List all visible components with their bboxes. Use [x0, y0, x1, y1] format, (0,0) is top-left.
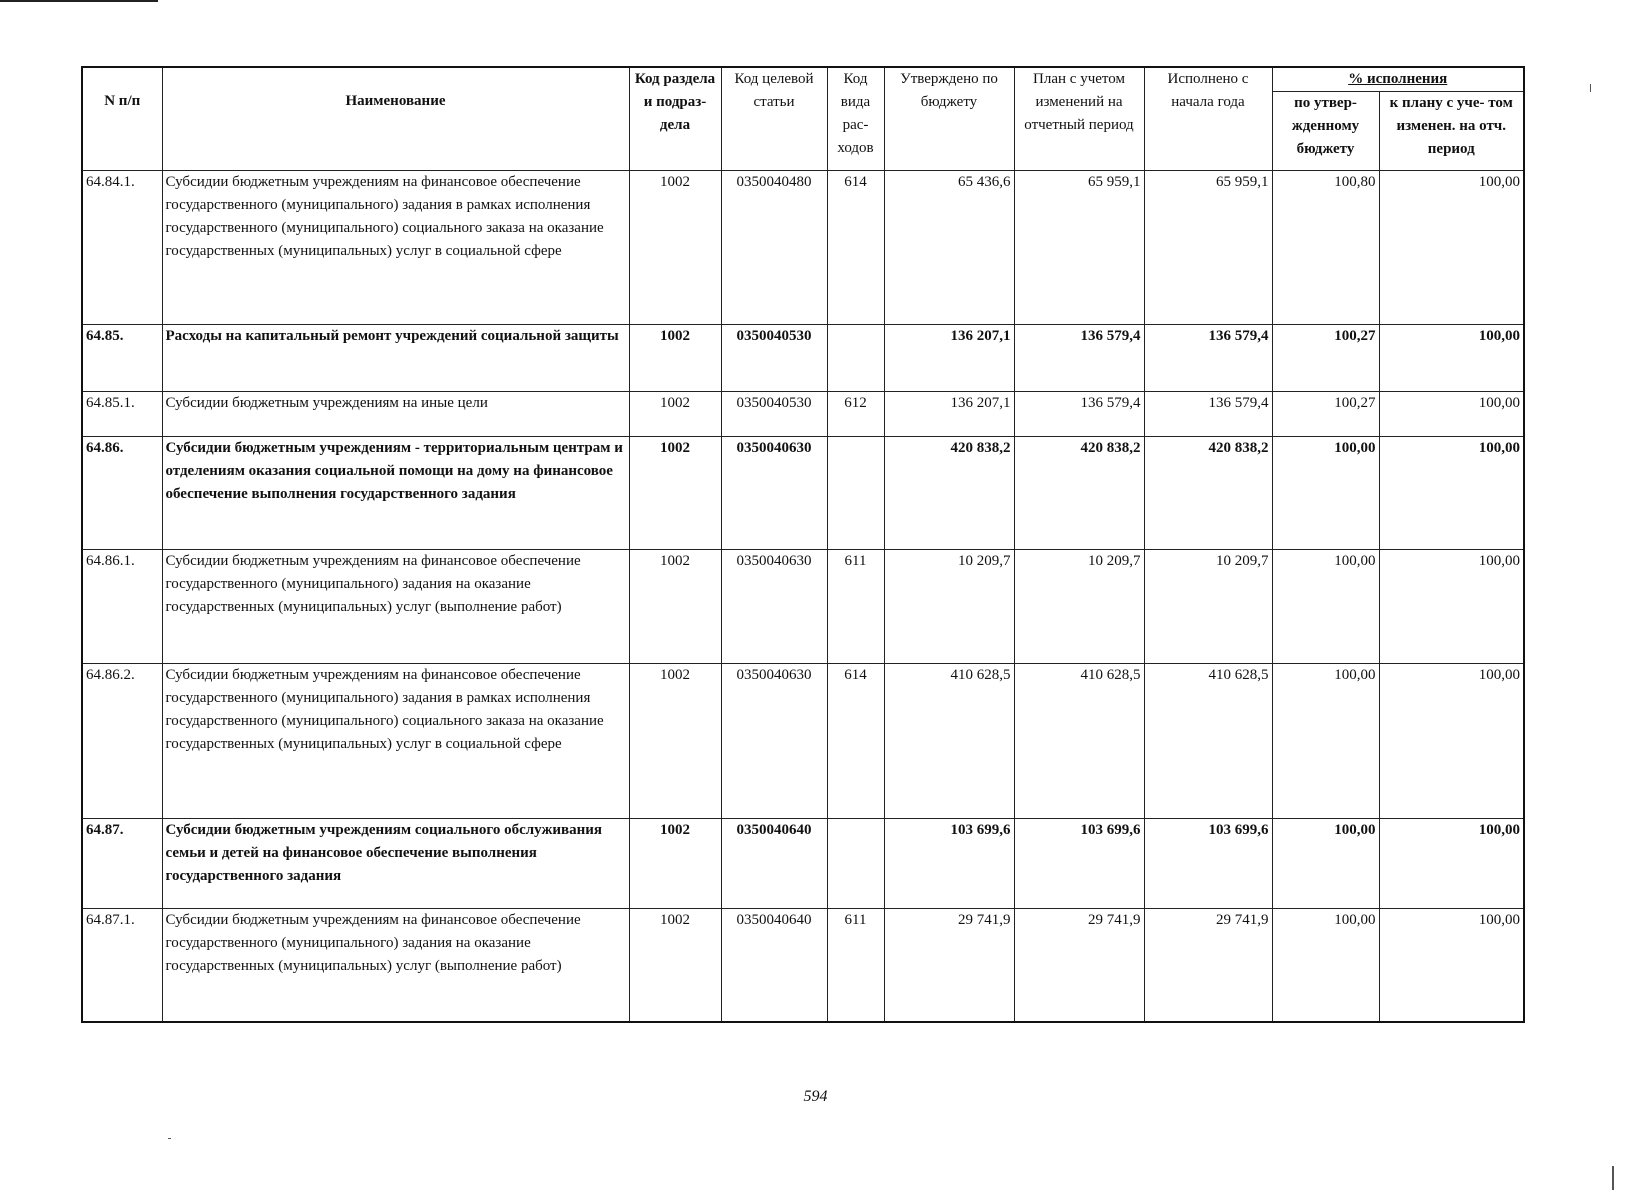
cell-approved: 136 207,1	[884, 325, 1014, 392]
table-row	[82, 437, 1524, 550]
cell-plan: 420 838,2	[1014, 437, 1144, 550]
cell-pct-budget: 100,27	[1272, 325, 1379, 392]
cell-pct-plan: 100,00	[1379, 325, 1524, 392]
cell-name: Субсидии бюджетным учреждениям на финансовое обеспечение государственного (муниципального) задания на оказание государственных (муниципальных) услуг (выполнение работ)	[162, 550, 629, 664]
cell-num: 64.87.	[82, 819, 162, 909]
cell-executed: 103 699,6	[1144, 819, 1272, 909]
cell-pct-plan: 100,00	[1379, 909, 1524, 1023]
cell-target-code: 0350040480	[721, 171, 827, 325]
cell-target-code: 0350040530	[721, 392, 827, 437]
table-header	[82, 67, 1524, 171]
cell-pct-budget: 100,00	[1272, 437, 1379, 550]
cell-expense-code	[827, 325, 884, 392]
table-row	[82, 664, 1524, 819]
cell-plan: 136 579,4	[1014, 325, 1144, 392]
cell-plan: 103 699,6	[1014, 819, 1144, 909]
cell-pct-budget: 100,00	[1272, 909, 1379, 1023]
cell-section-code: 1002	[629, 392, 721, 437]
header-name: Наименование	[162, 67, 629, 171]
cell-expense-code: 614	[827, 664, 884, 819]
cell-num: 64.85.1.	[82, 392, 162, 437]
header-approved: Утверждено по бюджету	[884, 67, 1014, 171]
table-row	[82, 550, 1524, 664]
cell-pct-plan: 100,00	[1379, 171, 1524, 325]
scan-mark	[168, 1138, 171, 1139]
cell-num: 64.84.1.	[82, 171, 162, 325]
cell-approved: 410 628,5	[884, 664, 1014, 819]
cell-name: Субсидии бюджетным учреждениям на финансовое обеспечение государственного (муниципального) задания в рамках исполнения государственного (муниципального) социального заказа на оказание государственных (муниципальных) услуг в социальной сфере	[162, 171, 629, 325]
cell-plan: 136 579,4	[1014, 392, 1144, 437]
top-rule	[0, 0, 158, 2]
cell-num: 64.85.	[82, 325, 162, 392]
cell-approved: 103 699,6	[884, 819, 1014, 909]
cell-pct-budget: 100,80	[1272, 171, 1379, 325]
cell-section-code: 1002	[629, 171, 721, 325]
cell-expense-code: 611	[827, 909, 884, 1023]
cell-approved: 29 741,9	[884, 909, 1014, 1023]
cell-expense-code	[827, 437, 884, 550]
cell-target-code: 0350040530	[721, 325, 827, 392]
table-body	[82, 171, 1524, 1023]
budget-execution-table	[81, 66, 1525, 1023]
cell-target-code: 0350040640	[721, 819, 827, 909]
cell-pct-plan: 100,00	[1379, 550, 1524, 664]
header-executed: Исполнено с начала года	[1144, 67, 1272, 171]
cell-section-code: 1002	[629, 664, 721, 819]
cell-plan: 10 209,7	[1014, 550, 1144, 664]
cell-executed: 29 741,9	[1144, 909, 1272, 1023]
cell-name: Субсидии бюджетным учреждениям социального обслуживания семьи и детей на финансовое обеспечение выполнения государственного задания	[162, 819, 629, 909]
cell-executed: 136 579,4	[1144, 325, 1272, 392]
page-number: 594	[803, 1088, 828, 1105]
cell-target-code: 0350040640	[721, 909, 827, 1023]
cell-num: 64.86.	[82, 437, 162, 550]
cell-expense-code: 614	[827, 171, 884, 325]
cell-executed: 10 209,7	[1144, 550, 1272, 664]
cell-approved: 65 436,6	[884, 171, 1014, 325]
scan-mark	[1590, 84, 1591, 92]
cell-pct-plan: 100,00	[1379, 819, 1524, 909]
cell-section-code: 1002	[629, 909, 721, 1023]
cell-pct-plan: 100,00	[1379, 392, 1524, 437]
table-row	[82, 819, 1524, 909]
cell-executed: 136 579,4	[1144, 392, 1272, 437]
cell-expense-code: 612	[827, 392, 884, 437]
cell-executed: 420 838,2	[1144, 437, 1272, 550]
cell-plan: 29 741,9	[1014, 909, 1144, 1023]
cell-executed: 65 959,1	[1144, 171, 1272, 325]
cell-approved: 10 209,7	[884, 550, 1014, 664]
header-percent-group: % исполнения	[1272, 67, 1524, 92]
header-section-code: Код раздела и подраз- дела	[629, 67, 721, 171]
table-row	[82, 909, 1524, 1023]
cell-section-code: 1002	[629, 437, 721, 550]
cell-name: Субсидии бюджетным учреждениям - территориальным центрам и отделениям оказания социальной помощи на дому на финансовое обеспечение выполнения государственного задания	[162, 437, 629, 550]
table-row	[82, 171, 1524, 325]
cell-approved: 420 838,2	[884, 437, 1014, 550]
cell-name: Расходы на капитальный ремонт учреждений социальной защиты	[162, 325, 629, 392]
cell-name: Субсидии бюджетным учреждениям на финансовое обеспечение государственного (муниципального) задания в рамках исполнения государственного (муниципального) социального заказа на оказание государственных (муниципальных) услуг в социальной сфере	[162, 664, 629, 819]
cell-target-code: 0350040630	[721, 664, 827, 819]
cell-pct-budget: 100,00	[1272, 550, 1379, 664]
cell-section-code: 1002	[629, 819, 721, 909]
header-pct-plan: к плану с уче- том изменен. на отч. период	[1379, 92, 1524, 171]
header-pct-budget: по утвер- жденному бюджету	[1272, 92, 1379, 171]
cell-num: 64.86.1.	[82, 550, 162, 664]
cell-pct-budget: 100,00	[1272, 664, 1379, 819]
cell-section-code: 1002	[629, 550, 721, 664]
cell-pct-plan: 100,00	[1379, 437, 1524, 550]
cell-plan: 410 628,5	[1014, 664, 1144, 819]
header-target-code: Код целевой статьи	[721, 67, 827, 171]
scan-mark	[1612, 1166, 1614, 1190]
table-row	[82, 392, 1524, 437]
cell-approved: 136 207,1	[884, 392, 1014, 437]
header-expense-code: Код вида рас- ходов	[827, 67, 884, 171]
cell-plan: 65 959,1	[1014, 171, 1144, 325]
cell-pct-budget: 100,00	[1272, 819, 1379, 909]
cell-expense-code: 611	[827, 550, 884, 664]
header-plan: План с учетом изменений на отчетный период	[1014, 67, 1144, 171]
cell-num: 64.86.2.	[82, 664, 162, 819]
cell-name: Субсидии бюджетным учреждениям на иные цели	[162, 392, 629, 437]
table-row	[82, 325, 1524, 392]
cell-pct-budget: 100,27	[1272, 392, 1379, 437]
cell-pct-plan: 100,00	[1379, 664, 1524, 819]
cell-target-code: 0350040630	[721, 437, 827, 550]
cell-section-code: 1002	[629, 325, 721, 392]
cell-num: 64.87.1.	[82, 909, 162, 1023]
cell-executed: 410 628,5	[1144, 664, 1272, 819]
cell-name: Субсидии бюджетным учреждениям на финансовое обеспечение государственного (муниципального) задания на оказание государственных (муниципальных) услуг (выполнение работ)	[162, 909, 629, 1023]
cell-target-code: 0350040630	[721, 550, 827, 664]
cell-expense-code	[827, 819, 884, 909]
header-num: N п/п	[82, 67, 162, 171]
